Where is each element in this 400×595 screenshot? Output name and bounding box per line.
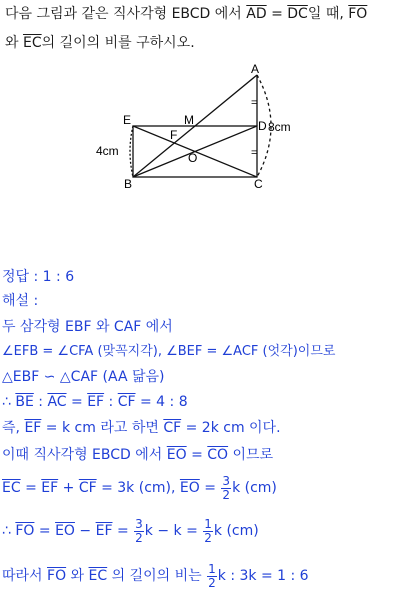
step-text: k (cm)	[232, 480, 277, 497]
solution-step-2: ∠EFB = ∠CFA (맞꼭지각), ∠BEF = ∠ACF (엇각)이므로	[2, 344, 336, 359]
label-a: A	[251, 62, 260, 76]
label-4cm: 4cm	[96, 144, 119, 158]
plus-sign: +	[58, 480, 79, 497]
step-text: = 3k (cm),	[96, 480, 180, 497]
final-ratio: k : 3k = 1 : 6	[217, 568, 309, 585]
equals-sign: =	[199, 480, 221, 497]
tick-mark-ad: =	[251, 97, 258, 109]
fraction-3-2	[221, 475, 231, 501]
segment-cf: $\overline{CF}$	[117, 394, 136, 410]
geometry-figure	[0, 55, 400, 195]
therefore-sign: ∴	[2, 523, 16, 540]
fraction-numerator: 3	[222, 474, 231, 488]
segment-dc: $\overline{DC}$	[287, 6, 308, 22]
step-text: 의 길이의 비는	[107, 568, 207, 585]
segment-ef: $\overline{EF}$	[24, 420, 42, 436]
question-line-2	[5, 35, 195, 52]
minus-sign: −	[74, 523, 96, 540]
segment-ec: $\overline{EC}$	[22, 35, 42, 51]
segment-fo: $\overline{FO}$	[15, 523, 35, 540]
segment-co: $\overline{CO}$	[207, 447, 229, 463]
segment-ac: $\overline{AC}$	[47, 394, 67, 410]
label-f: F	[170, 128, 178, 142]
segment-fo: $\overline{FO}$	[348, 6, 368, 22]
label-m: M	[184, 113, 194, 127]
question-text: 의 길이의 비를 구하시오.	[41, 35, 195, 51]
fraction-1-2	[207, 563, 217, 589]
step-text: 즉,	[2, 420, 25, 436]
step-text: = k cm 라고 하면	[41, 420, 164, 436]
segment-ec: $\overline{EC}$	[2, 480, 21, 497]
solution-step-1: 두 삼각형 EBF 와 CAF 에서	[2, 319, 173, 335]
segment-ef: $\overline{EF}$	[41, 480, 59, 497]
solution-step-7	[2, 475, 277, 501]
answer-value: 1 : 6	[42, 269, 75, 285]
step-text: k − k =	[144, 523, 203, 540]
segment-cf: $\overline{CF}$	[78, 480, 97, 497]
ratio-colon: :	[33, 394, 48, 410]
segment-eo: $\overline{EO}$	[179, 480, 200, 497]
label-c: C	[254, 177, 263, 191]
fraction-denominator: 2	[204, 530, 212, 545]
solution-step-8	[2, 518, 259, 544]
segment-ef: $\overline{EF}$	[95, 523, 113, 540]
therefore-sign: ∴	[2, 394, 16, 410]
ratio-colon: :	[104, 394, 118, 410]
segment-ef: $\overline{EF}$	[87, 394, 105, 410]
equals-sign: =	[186, 447, 208, 463]
segment-cf: $\overline{CF}$	[163, 420, 182, 436]
solution-step-5	[2, 420, 281, 437]
question-text: 다음 그림과 같은 직사각형 EBCD 에서	[5, 6, 247, 22]
answer-line	[2, 269, 74, 286]
solution-step-9	[2, 563, 309, 589]
segment-eo: $\overline{EO}$	[166, 447, 187, 463]
fraction-denominator: 2	[222, 487, 231, 502]
step-text: = 2k cm 이다.	[181, 420, 281, 436]
segment-be: $\overline{BE}$	[15, 394, 34, 410]
solution-step-6	[2, 447, 273, 464]
segment-fo: $\overline{FO}$	[47, 568, 67, 585]
question-text: 와	[5, 35, 23, 51]
step-text: 와	[66, 568, 89, 585]
fraction-3-2	[134, 518, 144, 544]
step-text: k (cm)	[213, 523, 259, 540]
equals-sign: =	[20, 480, 42, 497]
step-text: 따라서	[2, 568, 48, 585]
answer-label: 정답 :	[2, 269, 43, 285]
label-8cm: 8cm	[268, 120, 291, 134]
solution-step-4	[2, 394, 188, 411]
question-text: 일 때,	[307, 6, 349, 22]
question-line-1	[5, 6, 367, 23]
fraction-denominator: 2	[208, 575, 216, 590]
solution-heading: 해설 :	[2, 293, 39, 309]
equals-sign: =	[34, 523, 56, 540]
step-text: 이때 직사각형 EBCD 에서	[2, 447, 167, 463]
label-o: O	[188, 151, 198, 165]
segment-eo: $\overline{EO}$	[55, 523, 75, 540]
ratio-result: = 4 : 8	[135, 394, 188, 410]
label-e: E	[123, 113, 132, 127]
fraction-1-2	[203, 518, 213, 544]
label-d: D	[258, 119, 267, 133]
solution-step-3: △EBF ∽ △CAF (AA 닮음)	[2, 369, 165, 385]
label-b: B	[124, 177, 133, 191]
fraction-numerator: 1	[204, 517, 212, 531]
segment-ad: $\overline{AD}$	[246, 6, 267, 22]
equals-sign: =	[266, 6, 288, 22]
step-text: 이므로	[228, 447, 274, 463]
tick-mark-dc: =	[251, 147, 258, 159]
fraction-denominator: 2	[135, 530, 143, 545]
fraction-numerator: 1	[208, 562, 216, 576]
segment-ec: $\overline{EC}$	[88, 568, 108, 585]
fraction-numerator: 3	[135, 517, 143, 531]
equals-sign: =	[66, 394, 88, 410]
equals-sign: =	[112, 523, 134, 540]
